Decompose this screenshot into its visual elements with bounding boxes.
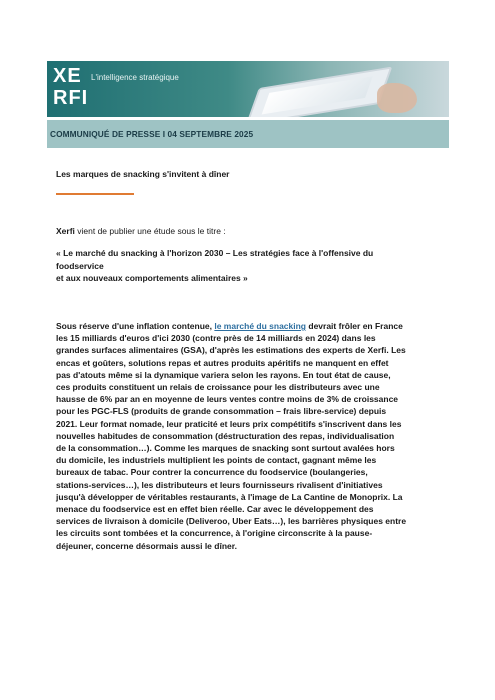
- body-line: stations-services…), les distributeurs et leurs fournisseurs rivalisent d'initiatives: [56, 479, 383, 490]
- xerfi-logo: [53, 65, 89, 113]
- body-paragraph: [56, 320, 446, 552]
- intro-text: vient de publier une étude sous le titre :: [74, 226, 226, 236]
- body-line: ces produits constituent un relais de croissance pour les distributeurs avec une: [56, 382, 380, 393]
- body-line: les circuits sont tombées et la concurrence, à l'origine circonscrite à la pause-: [56, 528, 373, 539]
- study-title-quote: [56, 247, 436, 285]
- header-banner: [47, 61, 449, 117]
- brand-name: Xerfi: [56, 226, 75, 236]
- body-line: bureaux de tabac. Pour contrer la concurrence du foodservice (boulangeries,: [56, 467, 368, 478]
- body-line: de la consommation…). Comme les marques de snacking sont surtout avalées hors: [56, 443, 395, 454]
- quote-line: et aux nouveaux comportements alimentaires »: [56, 273, 248, 284]
- body-line: encas et goûters, solutions repas et autres produits apéritifs ne manquent en effet: [56, 357, 389, 368]
- body-line: 2021. Leur format nomade, leur praticité et leurs prix compétitifs s'inscrivent dans les: [56, 418, 402, 429]
- body-line: pour les PGC-FLS (produits de grande consommation – frais libre-service) depuis: [56, 406, 387, 417]
- hand-photo: [377, 83, 417, 113]
- snacking-market-link[interactable]: le marché du snacking: [214, 321, 307, 331]
- press-release-date: COMMUNIQUÉ DE PRESSE I 04 SEPTEMBRE 2025: [50, 129, 254, 139]
- body-text-segment: Sous réserve d'une inflation contenue,: [56, 321, 215, 331]
- body-line: pas d'atouts même si la dynamique variera selon les rayons. En tout état de cause,: [56, 369, 391, 380]
- logo-tagline: L'intelligence stratégique: [91, 73, 179, 82]
- body-line: [56, 320, 446, 332]
- article-title: Les marques de snacking s'invitent à dîner: [56, 169, 230, 179]
- body-line: grandes surfaces alimentaires (GSA), d'après les estimations des experts de Xerfi. Les: [56, 345, 406, 356]
- body-line: menace du foodservice est en effet bien réelle. Car avec le développement des: [56, 504, 374, 515]
- intro-paragraph: [56, 226, 226, 236]
- title-underline-accent: [56, 193, 134, 195]
- body-line: hausse de 6% par an en moyenne de leurs ventes contre moins de 3% de croissance: [56, 394, 399, 405]
- body-line: jusqu'à développer de véritables restaurants, à l'image de La Cantine de Monoprix. La: [56, 491, 403, 502]
- body-line: services de livraison à domicile (Deliveroo, Uber Eats…), les barrières physiques entre: [56, 516, 407, 527]
- tablet-photo: [246, 67, 393, 117]
- quote-line: foodservice: [56, 260, 104, 271]
- body-line: déjeuner, concerne désormais aussi le dîner.: [56, 540, 237, 551]
- body-line: nouvelles habitudes de consommation (déstructuration des repas, individualisation: [56, 430, 395, 441]
- logo-line-1: XE: [53, 65, 82, 87]
- logo-line-2: RFI: [53, 87, 89, 109]
- body-text-segment: devrait frôler en France: [306, 321, 403, 331]
- quote-line: « Le marché du snacking à l'horizon 2030 – Les stratégies face à l'offensive du: [56, 248, 374, 258]
- body-line: du domicile, les industriels multiplient les points de contact, gagnant même les: [56, 455, 377, 466]
- body-line: les 15 milliards d'euros d'ici 2030 (contre près de 14 milliards en 2024) dans les: [56, 333, 376, 344]
